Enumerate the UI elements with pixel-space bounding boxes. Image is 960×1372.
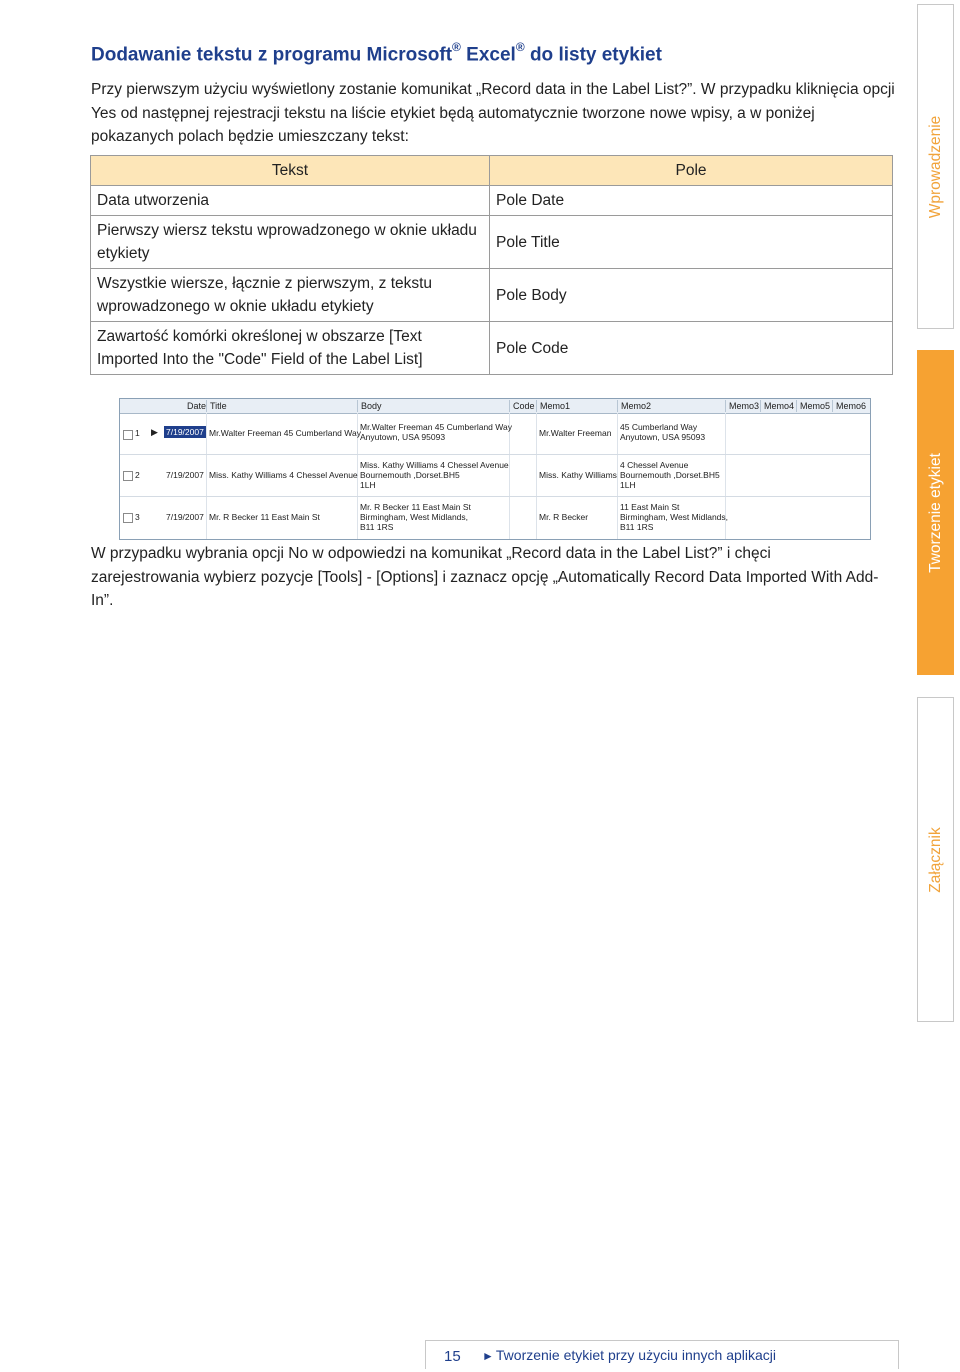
header-text: Tekst xyxy=(91,156,490,186)
table-row xyxy=(91,322,893,375)
intro-paragraph: Przy pierwszym użyciu wyświetlony zostanie komunikat „Record data in the Label List?”. W przypadku kliknięcia opcji Yes od następnej rejestracji tekstu na liście etykiet będą automatycznie tworzone nowe wpisy, a w poniżej pokazanych polach będzie umieszczany tekst: xyxy=(91,81,895,145)
col-memo2[interactable]: Memo2 xyxy=(617,400,651,412)
col-memo4[interactable]: Memo4 xyxy=(760,400,794,412)
side-tab-tworzenie-etykiet[interactable]: Tworzenie etykiet xyxy=(917,350,954,675)
page-footer xyxy=(425,1340,899,1369)
col-body[interactable]: Body xyxy=(357,400,382,412)
side-tab-wprowadzenie[interactable]: Wprowadzenie xyxy=(917,4,954,329)
row-checkbox[interactable] xyxy=(123,471,133,481)
col-memo1[interactable]: Memo1 xyxy=(536,400,570,412)
table-row[interactable]: 1 ▶ 7/19/2007 Mr.Walter Freeman 45 Cumberland Way Mr.Walter Freeman 45 Cumberland Way Anyutown, USA 95093 Mr.Walter Freeman 45 Cumberland Way Anyutown, USA 95093 xyxy=(120,413,870,455)
header-field: Pole xyxy=(490,156,893,186)
cell-text: Pierwszy wiersz tekstu wprowadzonego w oknie układu etykiety xyxy=(91,216,490,269)
footer-section-link[interactable]: ► Tworzenie etykiet przy użyciu innych aplikacji xyxy=(482,1347,777,1363)
col-memo6[interactable]: Memo6 xyxy=(832,400,866,412)
current-row-marker: ▶ xyxy=(151,427,158,437)
row-checkbox[interactable] xyxy=(123,513,133,523)
table-row[interactable]: 2 7/19/2007 Miss. Kathy Williams 4 Chessel Avenue Miss. Kathy Williams 4 Chessel Avenue Bournemouth ,Dorset.BH5 1LH Miss. Kathy Williams 4 Chessel Avenue Bournemouth ,Dorset.BH5 1LH xyxy=(120,455,870,497)
col-memo3[interactable]: Memo3 xyxy=(725,400,759,412)
outro-paragraph: W przypadku wybrania opcji No w odpowiedzi na komunikat „Record data in the Label List?” i chęci zarejestrowania wybierz pozycje [Tools] - [Options] i zaznacz opcję „Automatically Record Data Imported With Add-In”. xyxy=(91,545,879,609)
cell-field: Pole Date xyxy=(490,186,893,216)
cell-text: Wszystkie wiersze, łącznie z pierwszym, z tekstu wprowadzonego w oknie układu etykiety xyxy=(91,269,490,322)
side-tab-zalacznik[interactable]: Załącznik xyxy=(917,697,954,1022)
cell-field: Pole Body xyxy=(490,269,893,322)
arrow-right-icon: ► xyxy=(482,1349,494,1363)
field-mapping-table xyxy=(90,155,893,375)
cell-field: Pole Code xyxy=(490,322,893,375)
row-checkbox[interactable] xyxy=(123,430,133,440)
cell-text: Zawartość komórki określonej w obszarze [Text Imported Into the "Code" Field of the Label List] xyxy=(91,322,490,375)
section-heading: Dodawanie tekstu z programu Microsoft® Excel® do listy etykiet xyxy=(91,40,662,66)
col-title[interactable]: Title xyxy=(206,400,227,412)
table-row xyxy=(91,269,893,322)
page-number: 15 xyxy=(444,1348,461,1365)
cell-field: Pole Title xyxy=(490,216,893,269)
cell-text: Data utworzenia xyxy=(91,186,490,216)
grid-header xyxy=(120,399,870,414)
label-list-screenshot xyxy=(119,398,871,540)
table-row xyxy=(91,216,893,269)
col-memo5[interactable]: Memo5 xyxy=(796,400,830,412)
table-row xyxy=(91,186,893,216)
table-row[interactable]: 3 7/19/2007 Mr. R Becker 11 East Main St Mr. R Becker 11 East Main St Birmingham, West Midlands, B11 1RS Mr. R Becker 11 East Main St Birmingham, West Midlands, B11 1RS xyxy=(120,497,870,538)
col-date[interactable]: Date xyxy=(187,401,207,411)
col-code[interactable]: Code xyxy=(509,400,535,412)
table-header-row xyxy=(91,156,893,186)
